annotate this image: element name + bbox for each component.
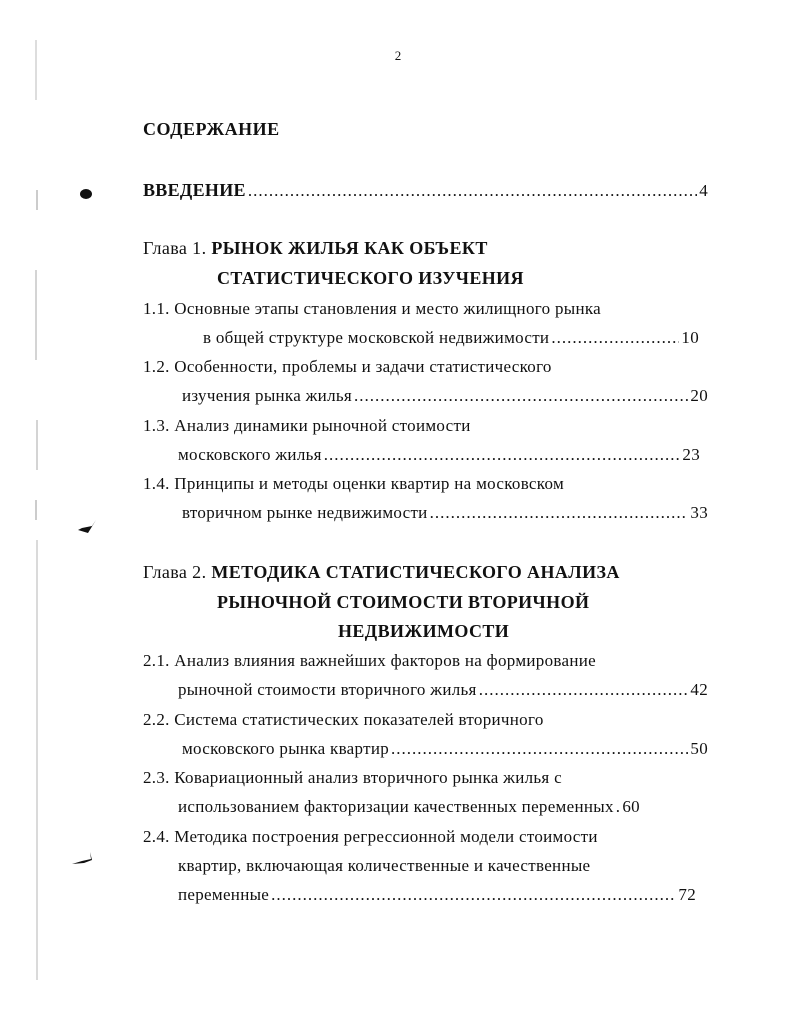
section-2-1-line1: 2.1. Анализ влияния важнейших факторов на формирование (143, 651, 596, 670)
dot-leader (324, 445, 681, 465)
chapter-2-title-line3: НЕДВИЖИМОСТИ (338, 621, 510, 641)
section-1-1-page: 10 (681, 328, 699, 347)
section-1-1-line1: 1.1. Основные этапы становления и место жилищного рынка (143, 299, 602, 318)
toc-entry-1-2[interactable] (182, 386, 708, 406)
dot-leader (248, 181, 697, 201)
chapter-1-heading (143, 238, 488, 259)
toc-entry-1-3[interactable] (178, 445, 700, 465)
dot-leader (430, 503, 689, 523)
dot-leader (354, 386, 688, 406)
toc-entry-2-3[interactable] (178, 797, 700, 817)
section-2-1-page: 42 (690, 680, 708, 699)
toc-entry-1-1[interactable] (203, 328, 699, 348)
section-2-4-line3: переменные (178, 885, 270, 904)
section-2-4-line1: 2.4. Методика построения регрессионной модели стоимости (143, 827, 598, 846)
section-1-4-page: 33 (690, 503, 708, 522)
chapter-1-title-line2: СТАТИСТИЧЕСКОГО ИЗУЧЕНИЯ (217, 268, 524, 288)
intro-title: ВВЕДЕНИЕ (143, 180, 246, 200)
section-1-1-line2: в общей структуре московской недвижимости (203, 328, 550, 347)
page-number: 2 (394, 48, 402, 63)
chapter-2-title-line1: МЕТОДИКА СТАТИСТИЧЕСКОГО АНАЛИЗА (211, 562, 620, 582)
section-1-3-page: 23 (682, 445, 700, 464)
section-1-2-line2: изучения рынка жилья (182, 386, 353, 405)
section-2-3-page: 60 (622, 797, 640, 816)
section-1-2-line1: 1.2. Особенности, проблемы и задачи статистического (143, 357, 552, 376)
chapter-2-title-line2: РЫНОЧНОЙ СТОИМОСТИ ВТОРИЧНОЙ (217, 592, 590, 612)
chapter-2-prefix: Глава 2. (143, 562, 207, 582)
section-2-3-line2: использованием факторизации качественных переменных (178, 797, 614, 816)
section-2-2-page: 50 (690, 739, 708, 758)
section-1-3-line2: московского жилья (178, 445, 322, 464)
pen-mark-2 (70, 850, 96, 870)
dot-leader: . (615, 797, 621, 816)
section-2-4-page: 72 (678, 885, 696, 904)
toc-entry-2-4[interactable] (178, 885, 696, 905)
chapter-2-heading (143, 562, 620, 583)
section-2-2-line1: 2.2. Система статистических показателей вторичного (143, 710, 544, 729)
dot-leader (271, 885, 676, 905)
dot-leader (391, 739, 688, 759)
section-1-2-page: 20 (690, 386, 708, 405)
toc-heading: СОДЕРЖАНИЕ (143, 119, 280, 139)
dot-leader (479, 680, 689, 700)
toc-entry-2-1[interactable] (178, 680, 708, 700)
section-2-4-line2: квартир, включающая количественные и качественные (178, 856, 591, 875)
toc-entry-2-2[interactable] (182, 739, 708, 759)
punch-hole-mark (78, 186, 94, 202)
margin-scan-marks (28, 40, 48, 980)
intro-page: 4 (699, 181, 708, 200)
chapter-1-prefix: Глава 1. (143, 238, 207, 258)
toc-entry-1-4[interactable] (182, 503, 708, 523)
pen-mark-1 (76, 516, 100, 538)
toc-entry-intro[interactable] (143, 180, 708, 201)
dot-leader (551, 328, 679, 348)
section-1-4-line2: вторичном рынке недвижимости (182, 503, 428, 522)
section-1-3-line1: 1.3. Анализ динамики рыночной стоимости (143, 416, 471, 435)
section-2-1-line2: рыночной стоимости вторичного жилья (178, 680, 477, 699)
section-1-4-line1: 1.4. Принципы и методы оценки квартир на московском (143, 474, 565, 493)
section-2-2-line2: московского рынка квартир (182, 739, 390, 758)
chapter-1-title-line1: РЫНОК ЖИЛЬЯ КАК ОБЪЕКТ (211, 238, 488, 258)
section-2-3-line1: 2.3. Ковариационный анализ вторичного рынка жилья с (143, 768, 562, 787)
